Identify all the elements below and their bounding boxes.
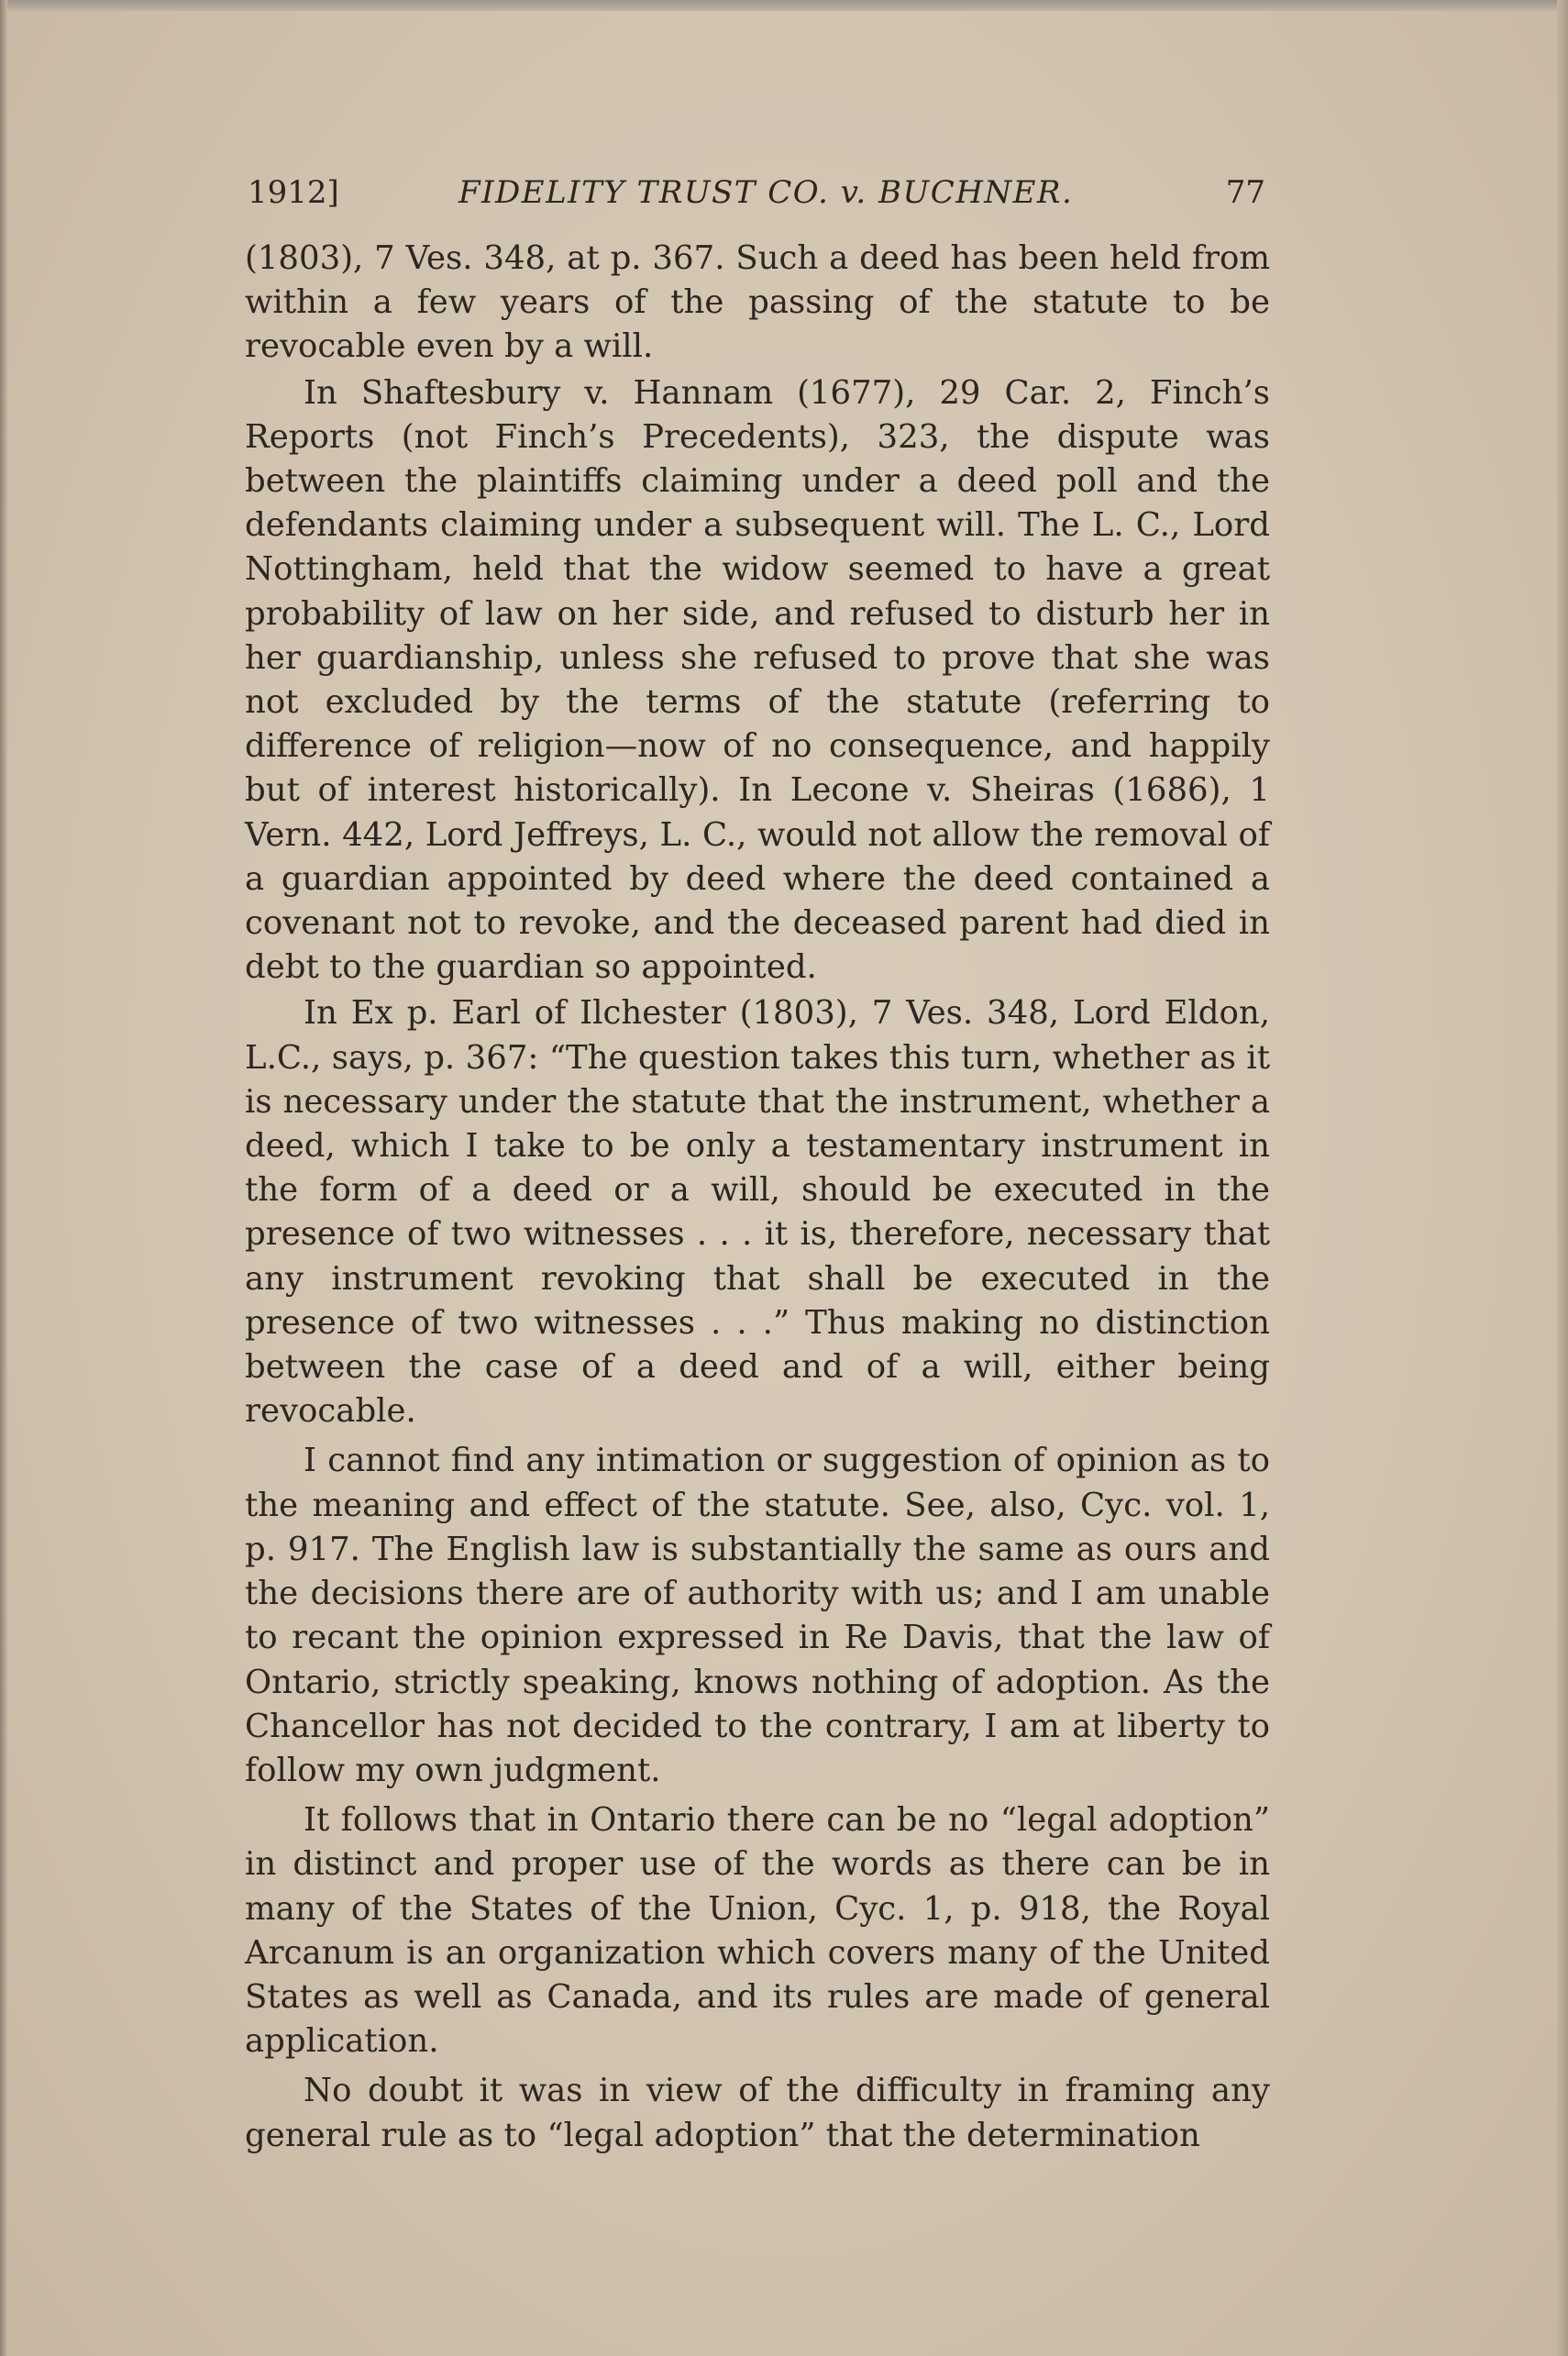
paragraph-1: (1803), 7 Ves. 348, at p. 367. Such a deed has been held from within a few years of the passing of the statute to be revocable even by a will.: [245, 239, 1270, 366]
paragraph-3: In Ex p. Earl of Ilchester (1803), 7 Ves. 348, Lord Eldon, L.C., says, p. 367: “The question takes this turn, whether as it is necessary under the statute that the instrument, whether a deed, which I take to be only a testamentary instrument in the form of a deed or a will, should be executed in the presence of two witnesses . . . it is, therefore, necessary that any instrument revoking that shall be executed in the presence of two witnesses . . .” Thus making no distinction between the case of a deed and of a will, either being revocable.: [245, 994, 1270, 1431]
paragraph-4: I cannot find any intimation or suggestion of opinion as to the meaning and effect of the statute. See, also, Cyc. vol. 1, p. 917. The English law is substantially the same as ours and the decisions there are of authority with us; and I am unable to recant the opinion expressed in Re Davis, that the law of Ontario, strictly speaking, knows nothing of adoption. As the Chancellor has not decided to the contrary, I am at liberty to follow my own judgment.: [245, 1442, 1270, 1789]
header-year: 1912]: [248, 174, 339, 211]
page-number: 77: [1225, 174, 1265, 211]
paragraph-2: In Shaftesbury v. Hannam (1677), 29 Car. 2, Finch’s Reports (not Finch’s Precedents), 323, the dispute was between the plaintiffs claiming under a deed poll and the defendants claiming under a subsequent will. The L. C., Lord Nottingham, held that the widow seemed to have a great probability of law on her side, and refused to disturb her in her guardianship, unless she refused to prove that she was not excluded by the terms of the statute (referring to difference of religion—now of no consequence, and happily but of interest historically). In Lecone v. Sheiras (1686), 1 Vern. 442, Lord Jeffreys, L. C., would not allow the removal of a guardian appointed by deed where the deed contained a covenant not to revoke, and the deceased parent had died in debt to the guardian so appointed.: [245, 373, 1270, 987]
running-header: [248, 167, 1265, 218]
paragraph-5: It follows that in Ontario there can be no “legal adoption” in distinct and proper use of the words as there can be in many of the States of the Union, Cyc. 1, p. 918, the Royal Arcanum is an organization which covers many of the United States as well as Canada, and its rules are made of general application.: [245, 1801, 1270, 2061]
page-right-edge: [1557, 0, 1568, 2356]
paragraph-6: No doubt it was in view of the difficulty in framing any general rule as to “legal adoption” that the determination: [245, 2072, 1270, 2154]
body-text: [245, 237, 1270, 2158]
header-case-title: FIDELITY TRUST CO. v. BUCHNER.: [458, 174, 1074, 211]
page-binding-edge: [0, 0, 7, 2356]
page-top-edge: [0, 0, 1568, 11]
